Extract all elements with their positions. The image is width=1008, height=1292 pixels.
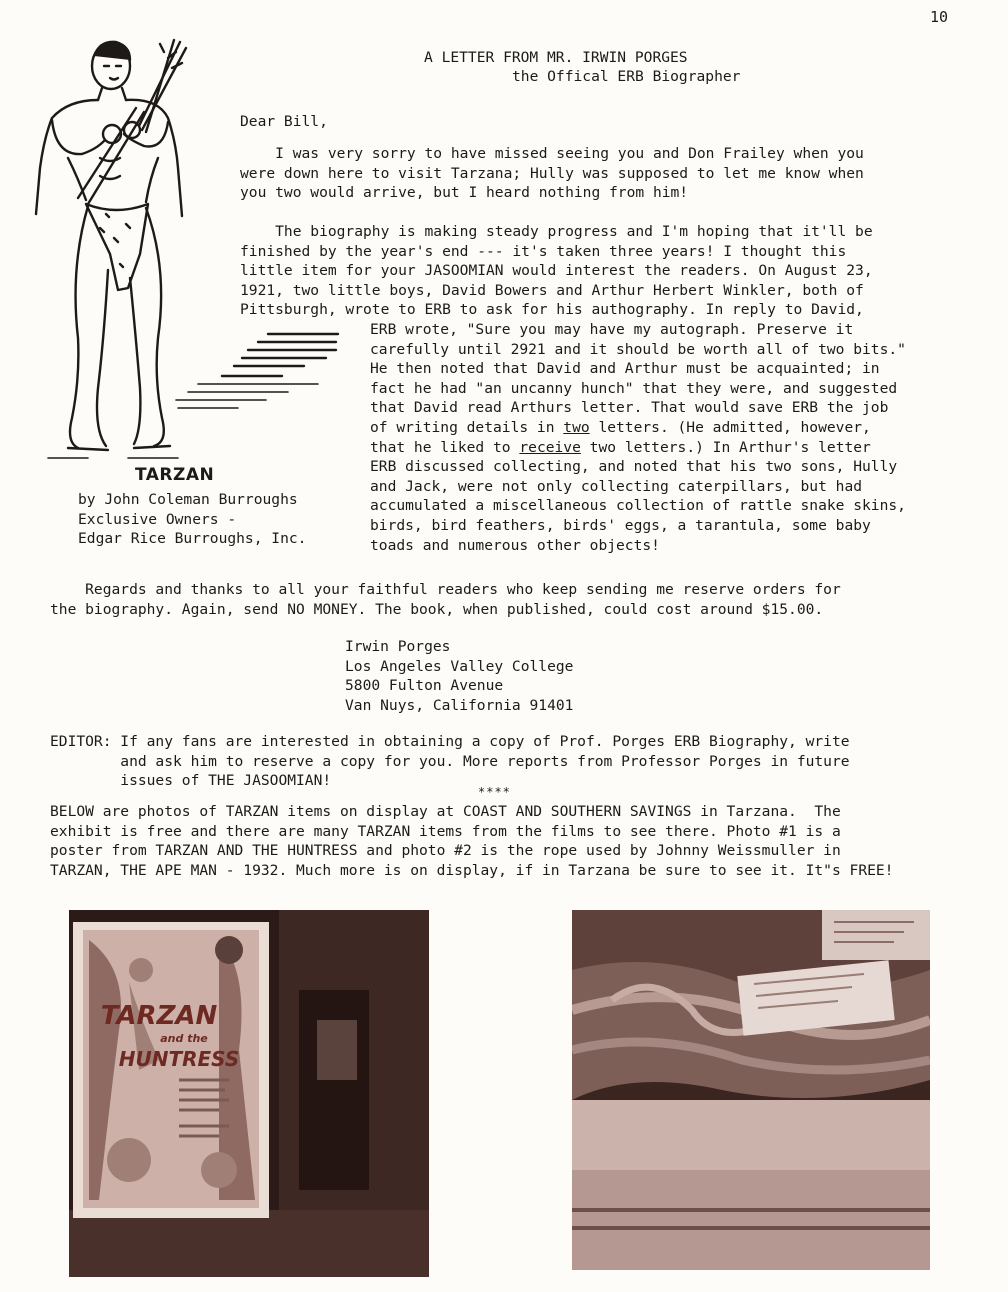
text-line: little item for your JASOOMIAN would interest the readers. On August 23, <box>240 262 873 280</box>
text-line: He then noted that David and Arthur must be acquainted; in <box>370 360 880 378</box>
signature-name: Irwin Porges <box>345 638 451 655</box>
letter-paragraph-1 <box>240 144 960 203</box>
letter-heading: A LETTER FROM MR. IRWIN PORGES <box>424 49 688 66</box>
text-line: exhibit is free and there are many TARZAN items from the films to see there. Photo #1 is a <box>50 822 841 840</box>
illustration-title: TARZAN <box>135 465 215 485</box>
photo-rope <box>572 910 930 1270</box>
text-line: were down here to visit Tarzana; Hully was supposed to let me know when <box>240 164 864 182</box>
text-line: issues of THE JASOOMIAN! <box>50 772 332 790</box>
text-line: accumulated a miscellaneous collection of rattle snake skins, <box>370 497 906 515</box>
poster-title-2: HUNTRESS <box>118 1047 240 1071</box>
text-line: the biography. Again, send NO MONEY. The book, when published, could cost around $15.00. <box>50 600 824 618</box>
text-line: toads and numerous other objects! <box>370 536 660 554</box>
salutation: Dear Bill, <box>240 113 328 130</box>
letter-subheading: the Offical ERB Biographer <box>512 68 741 85</box>
separator: **** <box>478 785 511 799</box>
text-line: 1921, two little boys, David Bowers and Arthur Herbert Winkler, both of <box>240 281 864 299</box>
underlined-word: receive <box>519 438 581 456</box>
text-line: fact he had "an uncanny hunch" that they were, and suggested <box>370 379 898 397</box>
text-line: The biography is making steady progress and I'm hoping that it'll be <box>240 223 873 240</box>
poster-title: TARZAN <box>100 1001 218 1031</box>
text-fragment: that he liked to <box>370 438 520 456</box>
letter-paragraph-2 <box>240 222 960 320</box>
text-line: EDITOR: If any fans are interested in obtaining a copy of Prof. Porges ERB Biography, write <box>50 733 850 750</box>
text-line: ERB discussed collecting, and noted that his two sons, Hully <box>370 458 898 476</box>
text-line <box>370 418 980 438</box>
signature-line: Van Nuys, California 91401 <box>345 696 574 714</box>
text-fragment: two letters.) In Arthur's letter <box>580 438 871 456</box>
regards-paragraph <box>50 580 980 619</box>
photo-description <box>50 802 1008 880</box>
poster-subtitle: and the <box>160 1032 208 1045</box>
text-fragment: letters. (He admitted, however, <box>589 418 871 436</box>
text-line: and Jack, were not only collecting caterpillars, but had <box>370 477 863 495</box>
illustration-credit <box>78 490 306 549</box>
text-line: I was very sorry to have missed seeing you and Don Frailey when you <box>240 145 864 162</box>
page-number: 10 <box>930 8 949 26</box>
text-line: Regards and thanks to all your faithful readers who keep sending me reserve orders for <box>50 581 841 598</box>
text-line: BELOW are photos of TARZAN items on display at COAST AND SOUTHERN SAVINGS in Tarzana. The <box>50 803 841 820</box>
text-line: you two would arrive, but I heard nothing from him! <box>240 184 689 202</box>
text-line: that David read Arthurs letter. That would save ERB the job <box>370 399 889 417</box>
editor-note <box>50 732 990 791</box>
credit-line: by John Coleman Burroughs <box>78 491 298 508</box>
signature-block <box>345 637 573 715</box>
credit-line: Edgar Rice Burroughs, Inc. <box>78 530 307 548</box>
credit-line: Exclusive Owners - <box>78 510 237 528</box>
text-line: poster from TARZAN AND THE HUNTRESS and photo #2 is the rope used by Johnny Weissmuller in <box>50 842 841 860</box>
text-line: TARZAN, THE APE MAN - 1932. Much more is on display, if in Tarzana be sure to see it. It"s FREE! <box>50 861 894 879</box>
photo-poster <box>69 910 429 1277</box>
signature-line: Los Angeles Valley College <box>345 657 574 675</box>
text-line: carefully until 2921 and it should be worth all of two bits." <box>370 340 906 358</box>
signature-line: 5800 Fulton Avenue <box>345 677 504 695</box>
letter-paragraph-2-continued <box>370 320 980 555</box>
text-line: and ask him to reserve a copy for you. More reports from Professor Porges in future <box>50 752 850 770</box>
text-line: ERB wrote, "Sure you may have my autograph. Preserve it <box>370 321 854 338</box>
underlined-word: two <box>563 418 590 436</box>
text-line <box>370 438 980 458</box>
text-line: finished by the year's end --- it's taken three years! I thought this <box>240 242 847 260</box>
text-fragment: of writing details in <box>370 418 564 436</box>
text-line: birds, bird feathers, birds' eggs, a tarantula, some baby <box>370 516 871 534</box>
text-line: Pittsburgh, wrote to ERB to ask for his authography. In reply to David, <box>240 301 864 319</box>
